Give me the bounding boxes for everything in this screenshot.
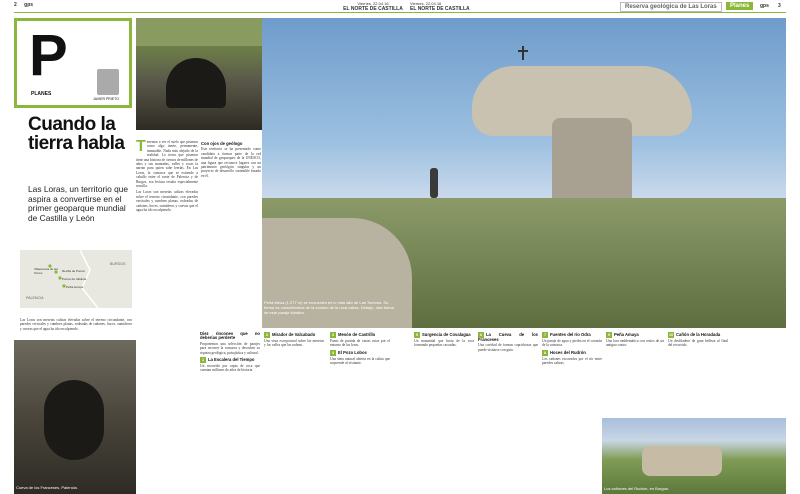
photo-cave	[14, 340, 136, 494]
deck: Las Loras, un territorio que aspira a convertirse en el primer geoparque mundial de Castilla y León	[28, 184, 129, 223]
page-number: 3	[778, 3, 781, 9]
cross-icon	[522, 46, 524, 60]
map-region: BURGOS	[110, 262, 126, 266]
list-text: Una lora emblemática con restos de un antiguo castro.	[606, 339, 664, 348]
list-title: 8 Hoces del Rudrón	[544, 349, 586, 355]
list-title: 5 Surgencia de Covalagua	[416, 332, 471, 337]
photo-canyon	[602, 418, 786, 494]
body-col-9	[606, 330, 664, 416]
subhead: Diez rincones que no deberías perderte	[200, 331, 260, 341]
header-left	[14, 2, 33, 8]
list-text: Un manantial que brota de la roca formando pequeñas cascadas.	[414, 339, 474, 348]
paper-name: EL NORTE DE CASTILLA	[410, 6, 470, 12]
list-number: 6	[480, 333, 482, 337]
photo-caption: Los cañones del Rudrón, en Burgos.	[604, 486, 669, 491]
body-col-4	[264, 330, 324, 490]
body-col-3	[200, 330, 260, 490]
list-text: Un paraje de agua y piedra en el corazón de la comarca.	[542, 339, 602, 348]
list-text: Los cañones excavados por el río entre paredes calizas.	[542, 356, 602, 366]
section-letter: P	[29, 23, 68, 88]
section-box	[14, 18, 132, 108]
list-text: Una vista excepcional sobre las mesetas y los valles que las rodean.	[264, 339, 324, 348]
body-text: enemos a ver el suelo que pisamos como algo inerte, permanente, inmutable. Nada más alejado de la realidad. La tierra que pisamos tiene una historia de cientos de millones de años y sus montañas, valles y rocas la narran para quien sabe leerlas. En Las Loras, la comarca que se extiende a caballo entre el norte de Palencia y de Burgos, esa lectura resulta especialmente sencilla.	[136, 140, 198, 189]
section-title: Reserva geológica de Las Loras	[620, 2, 722, 12]
cave-shape	[166, 58, 226, 108]
body-col-1	[136, 140, 198, 320]
list-number: 8	[544, 350, 546, 355]
list-title: 10 Cañón de la Horadada	[669, 332, 721, 337]
list-number: 5	[416, 333, 418, 337]
photo-caption: Cueva de los Franceses, Palencia.	[16, 485, 78, 490]
map-place: Villaescusa de las Torres	[34, 267, 58, 275]
date: Viernes, 22.04.16	[410, 1, 442, 6]
list-number: 2	[266, 333, 268, 337]
date: Viernes, 22.04.16	[357, 1, 389, 6]
subhead: Con ojos de geólogo	[201, 141, 243, 146]
list-number: 7	[544, 333, 546, 337]
paper-name: EL NORTE DE CASTILLA	[343, 6, 403, 12]
body-col-6	[414, 330, 474, 490]
brand-logo: gps	[760, 3, 769, 9]
photo-main	[262, 18, 786, 328]
masthead-right	[410, 1, 520, 12]
list-title: 6 La Cueva de los Franceses	[478, 332, 538, 342]
section-tag: Planes	[726, 2, 753, 10]
body-col-2	[201, 140, 261, 320]
list-title: 2 Mirador de Valcabado	[266, 332, 316, 337]
list-title: 3 Mesón de Castrillo	[332, 332, 376, 337]
body-col-left-bottom	[20, 318, 132, 338]
section-label: PLANES	[31, 91, 52, 97]
locator-map	[20, 250, 132, 308]
list-title: 1 La Escalera del Tiempo	[202, 357, 255, 363]
list-number: 3	[332, 333, 334, 337]
body-text: Proponemos una selección de parajes para recorrer la comarca y descubrir su riqueza geológica, paisajística y cultural.	[200, 341, 260, 355]
list-title: 4 El Pozo Lobos	[332, 349, 367, 355]
list-text: Un recorrido por capas de roca que cuentan millones de años de historia.	[200, 364, 260, 373]
cross-icon-bar	[518, 50, 528, 52]
author-photo	[97, 69, 119, 95]
map-place: Pomar de Valdivia	[62, 277, 87, 281]
body-col-10	[668, 330, 728, 416]
brand-logo: gps	[24, 2, 34, 8]
hiker	[430, 168, 438, 198]
dropcap: T	[136, 140, 146, 155]
photo-caption: Peña Mesa (1.277 m) se encuentra en lo más alto de Las Tuerces. Su forma es característica de la erosión de la roca caliza. Debajo, otra forma de este paraje kárstico.	[264, 300, 394, 315]
body-col-7	[478, 330, 538, 490]
map-place: Revilla de Pomar	[62, 269, 85, 273]
body-text: Las Loras son mesetas calizas elevadas sobre el terreno circundante, con paredes verticales y cumbres planas, rodeadas de cañones, hoces, sumideros y cuevas que el agua ha ido esculpiendo.	[136, 190, 198, 213]
body-text: Este territorio se ha presentado como candidato a formar parte de la red mundial de geoparques de la UNESCO, una figura que reconoce lugares con un patrimonio geológico singular y un proyecto de desarrollo sostenible basado en él.	[201, 147, 261, 178]
list-text: Una cavidad de formas caprichosas que puede visitarse con guía.	[478, 343, 538, 352]
cave-shape	[44, 380, 104, 460]
vegetation	[136, 18, 262, 46]
header-rule	[14, 12, 786, 13]
map-province: PALENCIA	[26, 296, 44, 300]
list-number: 1	[202, 358, 204, 363]
list-text: Una sima natural abierta en la caliza que sorprende al visitante.	[330, 356, 390, 366]
body-text: Las Loras son mesetas calizas elevadas sobre el terreno circundante, con paredes verticales y cumbres planas, rodeadas de cañones, hoces, sumideros y cuevas que el agua ha ido esculpiendo.	[20, 318, 132, 331]
list-title: 7 Fuentes del río Odra	[544, 332, 591, 337]
list-text: Punto de partida de varias rutas por el entorno de las loras.	[330, 339, 390, 348]
list-title: 9 Peña Amaya	[608, 332, 639, 337]
list-text: Un desfiladero de gran belleza al final del recorrido.	[668, 339, 728, 348]
photo-rocks	[136, 18, 262, 130]
author-name: JAVIER PRIETO	[93, 97, 119, 101]
headline: Cuando la tierra habla	[28, 114, 125, 154]
list-number: 9	[608, 333, 610, 337]
list-number: 10	[669, 333, 673, 337]
page-number: 2	[14, 2, 17, 8]
body-col-5	[330, 330, 390, 490]
body-col-8	[542, 330, 602, 490]
list-number: 4	[332, 350, 334, 355]
cliff-shape	[642, 446, 722, 476]
map-place: Peña Amaya	[66, 285, 84, 289]
